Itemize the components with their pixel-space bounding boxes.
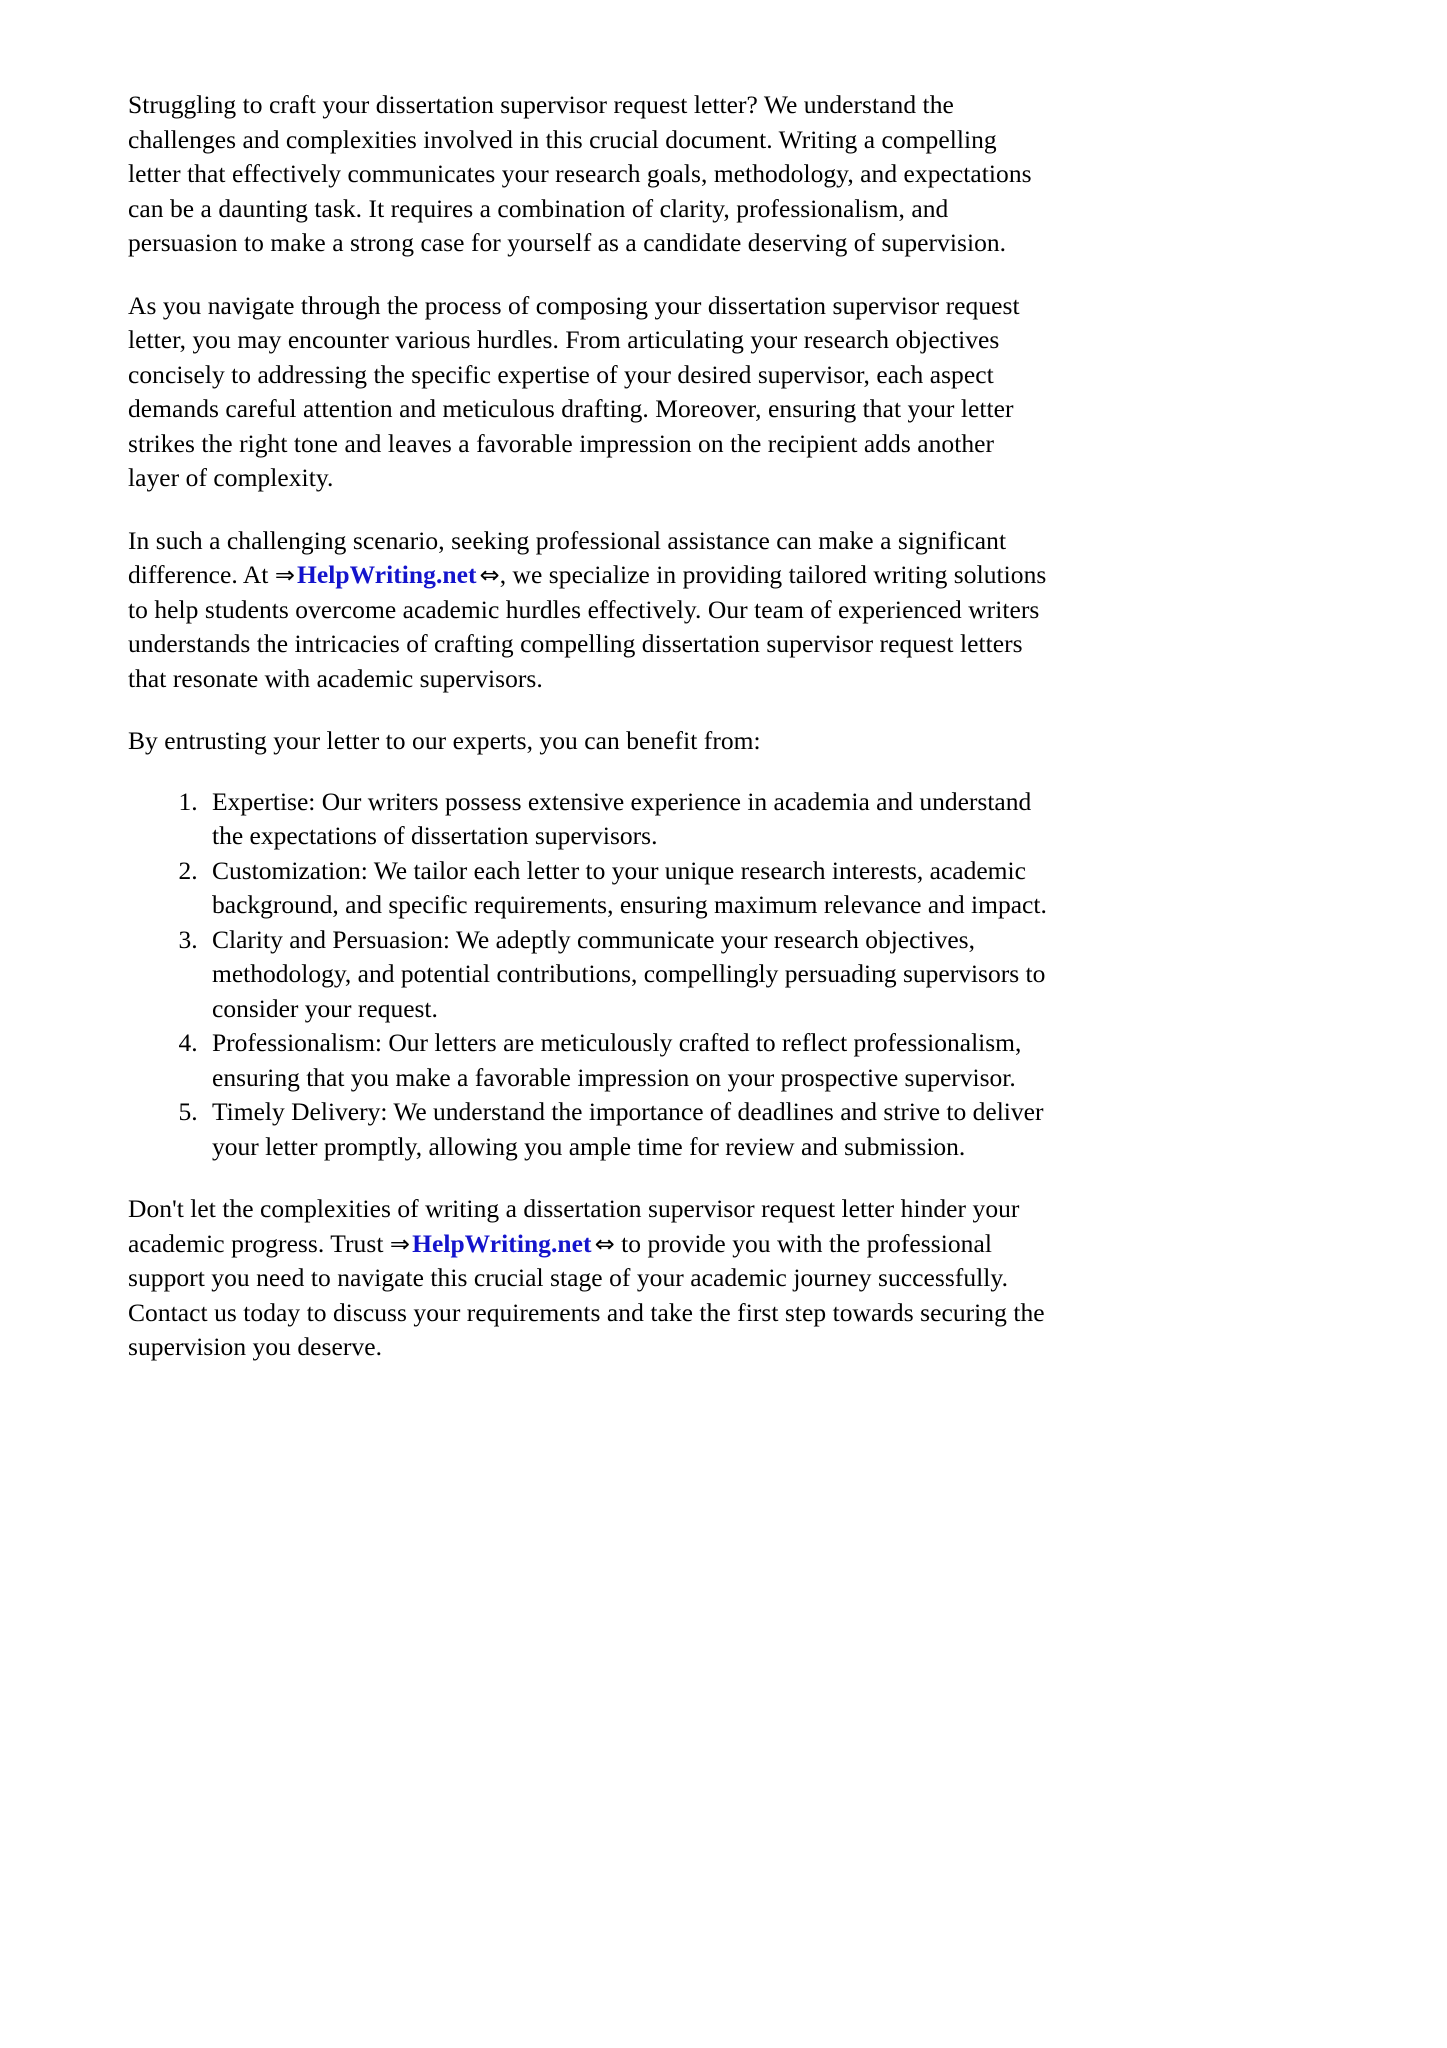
paragraph-challenges: As you navigate through the process of composing your dissertation supervisor request letter, you may encounter various hurdles. From articulating your research objectives concisely to addressing the specific expertise of your desired supervisor, each aspect demands careful attention and meticulous drafting. Moreover, ensuring that your letter strikes the right tone and leaves a favorable impression on the recipient adds another layer of complexity. <box>128 290 1020 492</box>
list-item: 5. Timely Delivery: We understand the importance of deadlines and strive to deliver your letter promptly, allowing you ample time for review and submission. <box>204 1095 1048 1164</box>
paragraph-solution-lead: In such a challenging scenario, seeking professional assistance can make a significant difference. At <box>128 525 1007 589</box>
paragraph-intro: Struggling to craft your dissertation supervisor request letter? We understand the challenges and complexities involved in this crucial document. Writing a compelling letter that effectively communicates your research goals, methodology, and expectations can be a daunting task. It requires a combination of clarity, professionalism, and persuasion to make a strong case for yourself as a candidate deserving of supervision. <box>128 90 1032 257</box>
paragraph-solution-tail: , we specialize in providing tailored writing solutions to help students overcome academic hurdles effectively. Our team of experienced writers understands the intricacies of crafting compelling dissertation supervisor request letters that resonate with academic supervisors. <box>128 560 1047 693</box>
document-body <box>128 88 1048 1393</box>
double-arrow-bidirectional-icon: ⇔ <box>479 561 500 589</box>
double-arrow-right-icon: ⇒ <box>389 1229 411 1258</box>
paragraph-closing <box>128 1192 1048 1365</box>
promo-link-wrapper-2[interactable] <box>390 1229 615 1258</box>
promo-link-wrapper[interactable] <box>275 560 500 589</box>
paragraph-closing-tail: to provide you with the professional support you need to navigate this crucial stage of your academic journey successfully. Contact us today to discuss your requirements and take the first step towards securing the supervision you deserve. <box>128 1228 1045 1361</box>
list-item: 3. Clarity and Persuasion: We adeptly communicate your research objectives, methodology, and potential contributions, compellingly persuading supervisors to consider your request. <box>204 923 1048 1027</box>
list-item: 1. Expertise: Our writers possess extensive experience in academia and understand the expectations of dissertation supervisors. <box>204 785 1048 854</box>
helpwriting-link-2[interactable]: HelpWriting.net <box>412 1228 592 1258</box>
double-arrow-right-icon: ⇒ <box>274 561 296 589</box>
benefits-list <box>128 785 1048 1165</box>
list-item: 2. Customization: We tailor each letter to your unique research interests, academic background, and specific requirements, ensuring maximum relevance and impact. <box>204 854 1048 923</box>
double-arrow-bidirectional-icon: ⇔ <box>594 1229 615 1258</box>
list-item: 4. Professionalism: Our letters are meticulously crafted to reflect professionalism, ensuring that you make a favorable impression on your prospective supervisor. <box>204 1026 1048 1095</box>
paragraph-closing-lead: Don't let the complexities of writing a dissertation supervisor request letter hinder your academic progress. Trust <box>128 1194 1020 1258</box>
helpwriting-link[interactable]: HelpWriting.net <box>297 560 477 589</box>
paragraph-solution <box>128 524 1048 697</box>
paragraph-benefits-intro: By entrusting your letter to our experts, you can benefit from: <box>128 726 761 755</box>
